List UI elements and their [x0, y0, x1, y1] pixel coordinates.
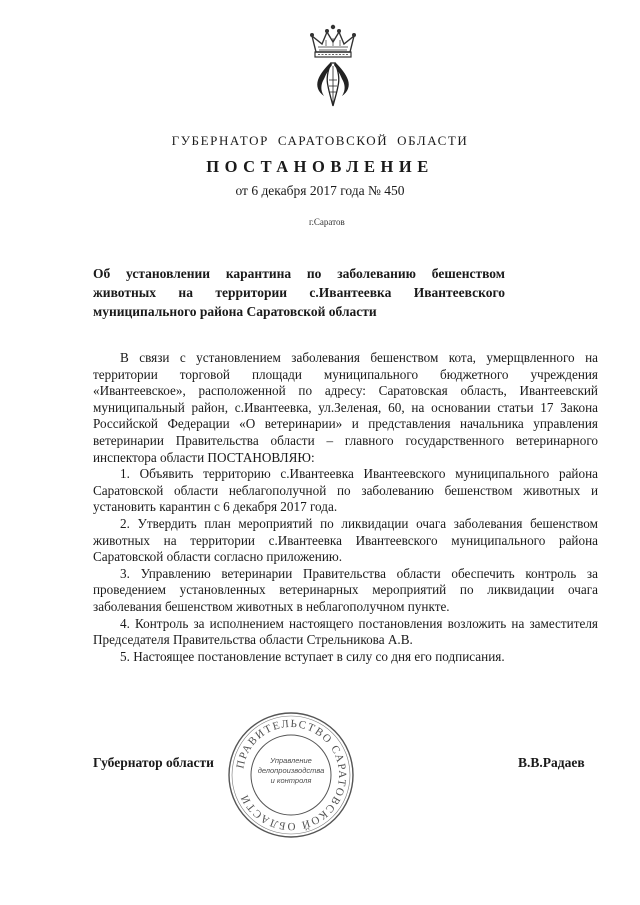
document-date-number: от 6 декабря 2017 года № 450 — [235, 183, 405, 198]
decree-body — [93, 350, 598, 665]
body-paragraph-item-1: 1. Объявить территорию с.Ивантеевка Ивантеевского муниципального района Саратовской области неблагополучной по заболеванию бешенством животных и установить карантин с 6 декабря 2017 года. — [93, 466, 598, 515]
body-paragraph-item-2: 2. Утвердить план мероприятий по ликвидации очага заболевания бешенством животных на территории с.Ивантеевка Ивантеевского муниципального района Саратовской области согласно приложению. — [93, 515, 598, 565]
issue-city: г.Саратов — [309, 217, 345, 227]
body-paragraph-preamble: В связи с установлением заболевания бешенством кота, умерщвленного на территории торговой площади муниципального бюджетного учреждения «Ивантеевское», расположенной по адресу: Саратовская область, Ивантеевский муниципальный район, с.Ивантеевка, ул.Зеленая, 60, на основании статьи 17 Закона Российской Федерации «О ветеринарии» и представления начальника управления ветеринарии Правительства области – главного государственного ветеринарного инспектора области ПОСТАНОВЛЯЮ: — [93, 350, 598, 465]
subject-line: муниципального района Саратовской области — [93, 304, 377, 319]
document-type-title: ПОСТАНОВЛЕНИЕ — [206, 157, 434, 176]
stamp-inner-line: Управление — [270, 756, 312, 765]
subject-line: Об установлении карантина по заболеванию бешенством — [93, 266, 505, 281]
stamp-inner-text — [252, 756, 330, 786]
stamp-inner-line: и контроля — [270, 776, 312, 785]
stamp-inner-line: делопроизводства — [257, 766, 325, 775]
stamp-ring-text: ПРАВИТЕЛЬСТВО САРАТОВСКОЙ ОБЛАСТИ — [234, 717, 349, 833]
subject-line: животных на территории с.Ивантеевка Ивантеевского — [93, 285, 505, 300]
body-paragraph-item-3: 3. Управлению ветеринарии Правительства области обеспечить контроль за проведением установленных ветеринарных мероприятий по ликвидации очага заболевания бешенством животных в неблагополучном пункте. — [93, 565, 598, 614]
official-stamp — [226, 710, 356, 840]
issuing-authority: ГУБЕРНАТОР САРАТОВСКОЙ ОБЛАСТИ — [171, 133, 469, 148]
coat-of-arms-emblem — [298, 22, 368, 112]
decree-subject — [93, 264, 505, 321]
body-paragraph-item-5: 5. Настоящее постановление вступает в силу со дня его подписания. — [120, 648, 505, 664]
signatory-title: Губернатор области — [93, 755, 214, 770]
body-paragraph-item-4: 4. Контроль за исполнением настоящего постановления возложить на заместителя Председателя Правительства области Стрельникова А.В. — [93, 615, 598, 648]
signatory-name: В.В.Радаев — [518, 755, 585, 770]
